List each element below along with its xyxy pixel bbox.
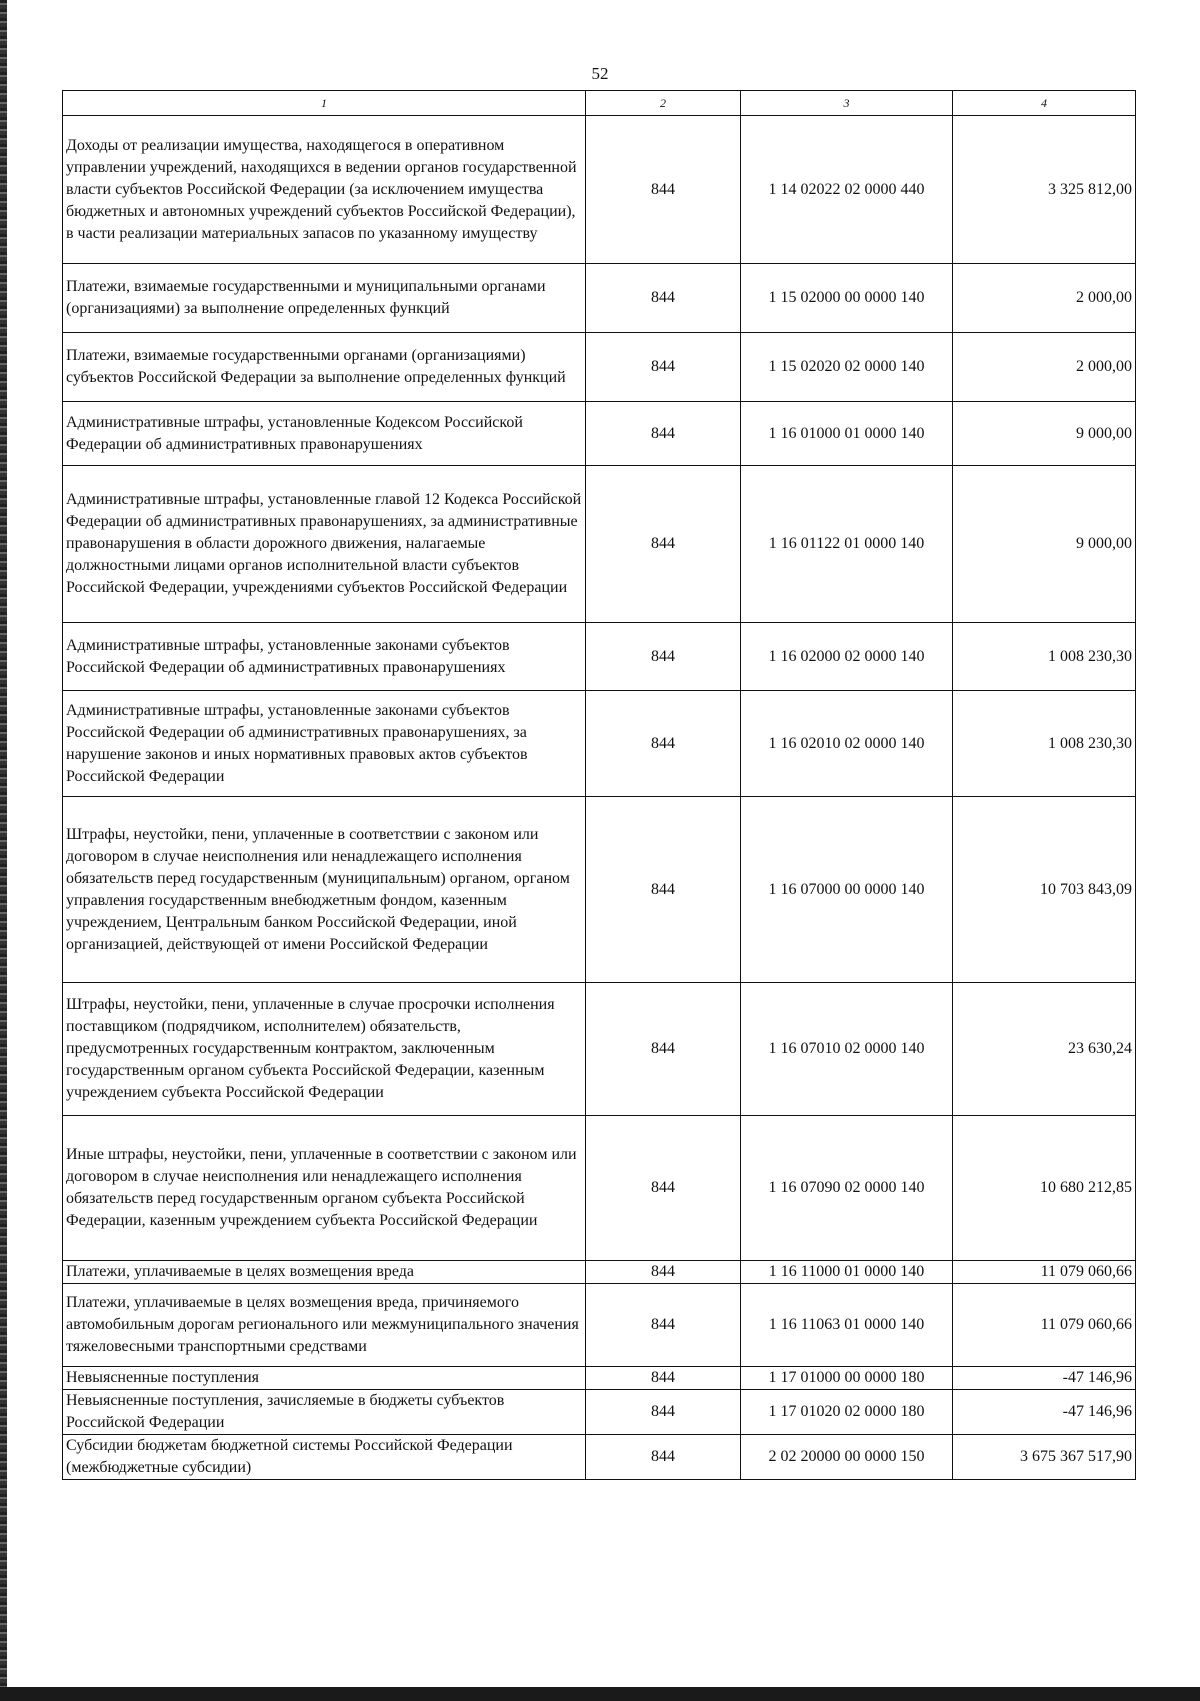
table-row: [63, 1284, 1136, 1367]
row-admin-code-cell: 844: [586, 1390, 741, 1435]
row-budget-code-cell: 1 15 02000 00 0000 140: [741, 264, 953, 333]
row-name-cell: Платежи, уплачиваемые в целях возмещения вреда, причиняемого автомобильным дорогам регионального или межмуниципального значения тяжеловесными транспортными средствами: [63, 1284, 586, 1367]
row-admin-code-cell: 844: [586, 983, 741, 1116]
row-amount-cell: 3 325 812,00: [953, 116, 1136, 264]
row-name-cell: Административные штрафы, установленные Кодексом Российской Федерации об административных правонарушениях: [63, 402, 586, 466]
revenue-table: [62, 90, 1136, 1480]
column-header: 3: [741, 91, 953, 116]
row-name-cell: Иные штрафы, неустойки, пени, уплаченные в соответствии с законом или договором в случае неисполнения или ненадлежащего исполнения обязательств перед государственным органом субъекта Российской Федерации, казенным учреждением субъекта Российской Федерации: [63, 1116, 586, 1261]
row-admin-code-cell: 844: [586, 691, 741, 797]
row-amount-cell: 2 000,00: [953, 333, 1136, 402]
row-amount-cell: 9 000,00: [953, 466, 1136, 623]
row-amount-cell: 2 000,00: [953, 264, 1136, 333]
row-budget-code-cell: 1 15 02020 02 0000 140: [741, 333, 953, 402]
table-row: [63, 1390, 1136, 1435]
table-header-row: [63, 91, 1136, 116]
table-row: [63, 797, 1136, 983]
row-budget-code-cell: 1 17 01020 02 0000 180: [741, 1390, 953, 1435]
row-budget-code-cell: 1 16 01122 01 0000 140: [741, 466, 953, 623]
table-row: [63, 333, 1136, 402]
row-amount-cell: 9 000,00: [953, 402, 1136, 466]
row-admin-code-cell: 844: [586, 1261, 741, 1284]
row-admin-code-cell: 844: [586, 116, 741, 264]
row-name-cell: Невыясненные поступления: [63, 1367, 586, 1390]
row-budget-code-cell: 1 14 02022 02 0000 440: [741, 116, 953, 264]
row-budget-code-cell: 1 16 07010 02 0000 140: [741, 983, 953, 1116]
row-budget-code-cell: 2 02 20000 00 0000 150: [741, 1435, 953, 1480]
table-row: [63, 466, 1136, 623]
row-admin-code-cell: 844: [586, 402, 741, 466]
row-name-cell: Административные штрафы, установленные законами субъектов Российской Федерации об административных правонарушениях: [63, 623, 586, 691]
column-header: 4: [953, 91, 1136, 116]
row-admin-code-cell: 844: [586, 264, 741, 333]
row-admin-code-cell: 844: [586, 1284, 741, 1367]
scan-left-edge: [0, 0, 7, 1701]
row-amount-cell: 11 079 060,66: [953, 1284, 1136, 1367]
row-amount-cell: 10 680 212,85: [953, 1116, 1136, 1261]
row-admin-code-cell: 844: [586, 797, 741, 983]
row-amount-cell: -47 146,96: [953, 1390, 1136, 1435]
row-name-cell: Административные штрафы, установленные законами субъектов Российской Федерации об административных правонарушениях, за нарушение законов и иных нормативных правовых актов субъектов Российской Федерации: [63, 691, 586, 797]
page-number: 52: [591, 64, 609, 83]
table-row: [63, 1367, 1136, 1390]
row-name-cell: Штрафы, неустойки, пени, уплаченные в соответствии с законом или договором в случае неисполнения или ненадлежащего исполнения обязательств перед государственным (муниципальным) органом, органом управления государственным внебюджетным фондом, казенным учреждением, Центральным банком Российской Федерации, иной организацией, действующей от имени Российской Федерации: [63, 797, 586, 983]
row-amount-cell: 1 008 230,30: [953, 623, 1136, 691]
column-header: 2: [586, 91, 741, 116]
row-name-cell: Невыясненные поступления, зачисляемые в бюджеты субъектов Российской Федерации: [63, 1390, 586, 1435]
row-budget-code-cell: 1 16 02010 02 0000 140: [741, 691, 953, 797]
row-budget-code-cell: 1 16 11063 01 0000 140: [741, 1284, 953, 1367]
row-amount-cell: 1 008 230,30: [953, 691, 1136, 797]
row-amount-cell: 10 703 843,09: [953, 797, 1136, 983]
row-admin-code-cell: 844: [586, 466, 741, 623]
table-row: [63, 1116, 1136, 1261]
row-name-cell: Субсидии бюджетам бюджетной системы Российской Федерации (межбюджетные субсидии): [63, 1435, 586, 1480]
column-header: 1: [63, 91, 586, 116]
row-name-cell: Платежи, взимаемые государственными органами (организациями) субъектов Российской Федерации за выполнение определенных функций: [63, 333, 586, 402]
table-row: [63, 402, 1136, 466]
row-admin-code-cell: 844: [586, 1367, 741, 1390]
scan-bottom-edge: [0, 1687, 1200, 1701]
row-name-cell: Платежи, взимаемые государственными и муниципальными органами (организациями) за выполнение определенных функций: [63, 264, 586, 333]
row-admin-code-cell: 844: [586, 333, 741, 402]
row-budget-code-cell: 1 16 07000 00 0000 140: [741, 797, 953, 983]
row-name-cell: Доходы от реализации имущества, находящегося в оперативном управлении учреждений, находящихся в ведении органов государственной власти субъектов Российской Федерации (за исключением имущества бюджетных и автономных учреждений субъектов Российской Федерации), в части реализации материальных запасов по указанному имуществу: [63, 116, 586, 264]
row-name-cell: Штрафы, неустойки, пени, уплаченные в случае просрочки исполнения поставщиком (подрядчиком, исполнителем) обязательств, предусмотренных государственным контрактом, заключенным государственным органом субъекта Российской Федерации, казенным учреждением субъекта Российской Федерации: [63, 983, 586, 1116]
table-row: [63, 691, 1136, 797]
table-row: [63, 1261, 1136, 1284]
table-row: [63, 1435, 1136, 1480]
row-admin-code-cell: 844: [586, 1435, 741, 1480]
row-amount-cell: 11 079 060,66: [953, 1261, 1136, 1284]
row-name-cell: Административные штрафы, установленные главой 12 Кодекса Российской Федерации об административных правонарушениях, за административные правонарушения в области дорожного движения, налагаемые должностными лицами органов исполнительной власти субъектов Российской Федерации, учреждениями субъектов Российской Федерации: [63, 466, 586, 623]
row-admin-code-cell: 844: [586, 623, 741, 691]
table-row: [63, 623, 1136, 691]
table-row: [63, 116, 1136, 264]
row-amount-cell: 3 675 367 517,90: [953, 1435, 1136, 1480]
row-budget-code-cell: 1 16 07090 02 0000 140: [741, 1116, 953, 1261]
row-budget-code-cell: 1 17 01000 00 0000 180: [741, 1367, 953, 1390]
table-row: [63, 264, 1136, 333]
row-amount-cell: 23 630,24: [953, 983, 1136, 1116]
table-row: [63, 983, 1136, 1116]
row-admin-code-cell: 844: [586, 1116, 741, 1261]
row-budget-code-cell: 1 16 11000 01 0000 140: [741, 1261, 953, 1284]
row-budget-code-cell: 1 16 02000 02 0000 140: [741, 623, 953, 691]
row-budget-code-cell: 1 16 01000 01 0000 140: [741, 402, 953, 466]
row-name-cell: Платежи, уплачиваемые в целях возмещения вреда: [63, 1261, 586, 1284]
row-amount-cell: -47 146,96: [953, 1367, 1136, 1390]
